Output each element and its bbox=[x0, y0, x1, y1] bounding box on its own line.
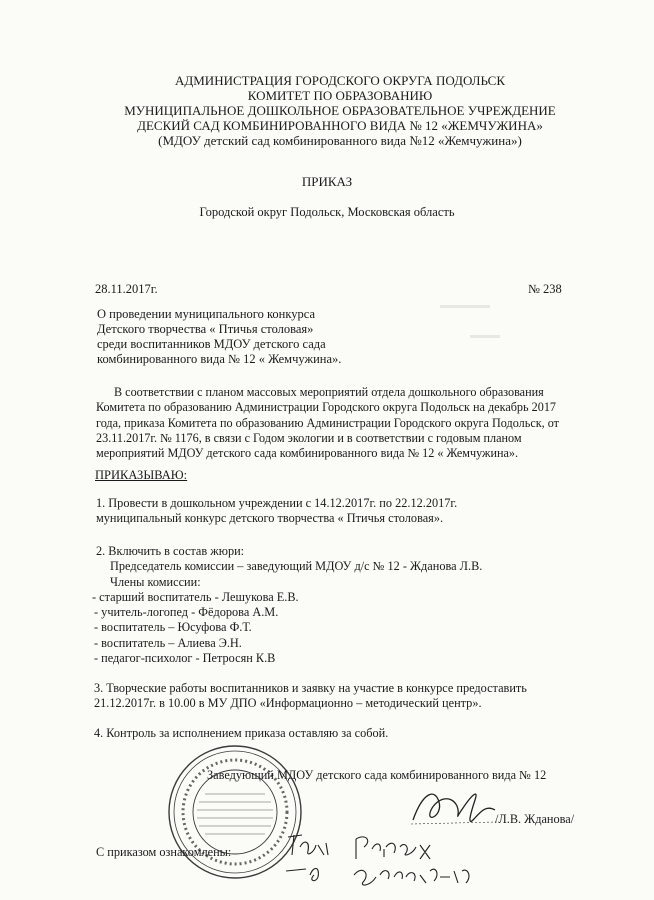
order-item-3-line: 3. Творческие работы воспитанников и заявку на участие в конкурсе предоставить bbox=[94, 681, 527, 695]
header-line-4: ДЕСКИЙ САД КОМБИНИРОВАННОГО ВИДА № 12 «ЖЕМЧУЖИНА» bbox=[137, 118, 543, 133]
preamble-line: года, приказа Комитета по образованию Администрации Городского округа Подольск, от bbox=[96, 415, 560, 430]
subject-line: среди воспитанников МДОУ детского сада bbox=[97, 337, 326, 351]
director-position: Заведующий МДОУ детского сада комбинированного вида № 12 bbox=[207, 768, 547, 782]
subject-line: комбинированного вида № 12 « Жемчужина». bbox=[97, 352, 342, 366]
order-item-3 bbox=[94, 681, 527, 712]
director-name: /Л.В. Жданова/ bbox=[495, 812, 575, 826]
order-item-2-heading: 2. Включить в состав жюри: bbox=[96, 544, 245, 558]
jury-member: - учитель-логопед - Фёдорова А.М. bbox=[94, 605, 279, 620]
preamble-paragraph bbox=[96, 385, 576, 461]
document-number: № 238 bbox=[528, 282, 562, 296]
document-date: 28.11.2017г. bbox=[95, 282, 158, 296]
jury-chair: Председатель комиссии – заведующий МДОУ д/с № 12 - Жданова Л.В. bbox=[110, 559, 483, 574]
staff-signatures bbox=[280, 825, 510, 895]
document-header bbox=[100, 73, 580, 148]
document-subject bbox=[97, 307, 341, 367]
familiarized-label: С приказом ознакомлены: bbox=[96, 845, 232, 859]
preamble-line: мероприятий МДОУ детского сада комбинированного вида № 12 « Жемчужина». bbox=[96, 446, 519, 461]
preamble-line: Комитета по образованию Администрации Городского округа Подольск на декабрь 2017 bbox=[96, 400, 557, 415]
document-title: ПРИКАЗ bbox=[301, 174, 353, 189]
document-place: Городской округ Подольск, Московская область bbox=[199, 205, 455, 219]
header-line-5: (МДОУ детский сад комбинированного вида №12 «Жемчужина») bbox=[158, 133, 522, 148]
jury-member: - воспитатель – Алиева Э.Н. bbox=[94, 635, 242, 650]
preamble-line: 23.11.2017г. № 1176, в связи с Годом экологии и в соответствии с годовым планом bbox=[96, 430, 522, 445]
order-item-1-line: муниципальный конкурс детского творчества « Птичья столовая». bbox=[96, 511, 444, 526]
subject-line: Детского творчества « Птичья столовая» bbox=[97, 322, 314, 336]
order-item-4: 4. Контроль за исполнением приказа оставляю за собой. bbox=[94, 726, 389, 740]
subject-line: О проведении муниципального конкурса bbox=[97, 307, 316, 321]
order-item-3-line: 21.12.2017г. в 10.00 в МУ ДПО «Информационно – методический центр». bbox=[94, 696, 482, 711]
header-line-1: АДМИНИСТРАЦИЯ ГОРОДСКОГО ОКРУГА ПОДОЛЬСК bbox=[174, 73, 505, 88]
order-item-1-line: 1. Провести в дошкольном учреждении с 14.12.2017г. по 22.12.2017г. bbox=[96, 496, 458, 510]
jury-member: - воспитатель – Юсуфова Ф.Т. bbox=[94, 620, 252, 635]
bleed-through-text: ▬▬▬▬▬ bbox=[440, 300, 490, 311]
preamble-line: В соответствии с планом массовых мероприятий отдела дошкольного образования bbox=[114, 385, 544, 399]
header-line-2: КОМИТЕТ ПО ОБРАЗОВАНИЮ bbox=[247, 88, 433, 103]
order-word: ПРИКАЗЫВАЮ: bbox=[95, 468, 188, 482]
jury-member: - старший воспитатель - Лешукова Е.В. bbox=[92, 589, 299, 604]
jury-member: - педагог-психолог - Петросян К.В bbox=[94, 651, 276, 666]
order-item-1 bbox=[96, 496, 457, 527]
header-line-3: МУНИЦИПАЛЬНОЕ ДОШКОЛЬНОЕ ОБРАЗОВАТЕЛЬНОЕ УЧРЕЖДЕНИЕ bbox=[124, 103, 556, 118]
bleed-through-text: ▬▬▬ bbox=[470, 330, 500, 341]
jury-members-label: Члены комиссии: bbox=[110, 574, 201, 589]
order-item-2 bbox=[92, 544, 483, 666]
